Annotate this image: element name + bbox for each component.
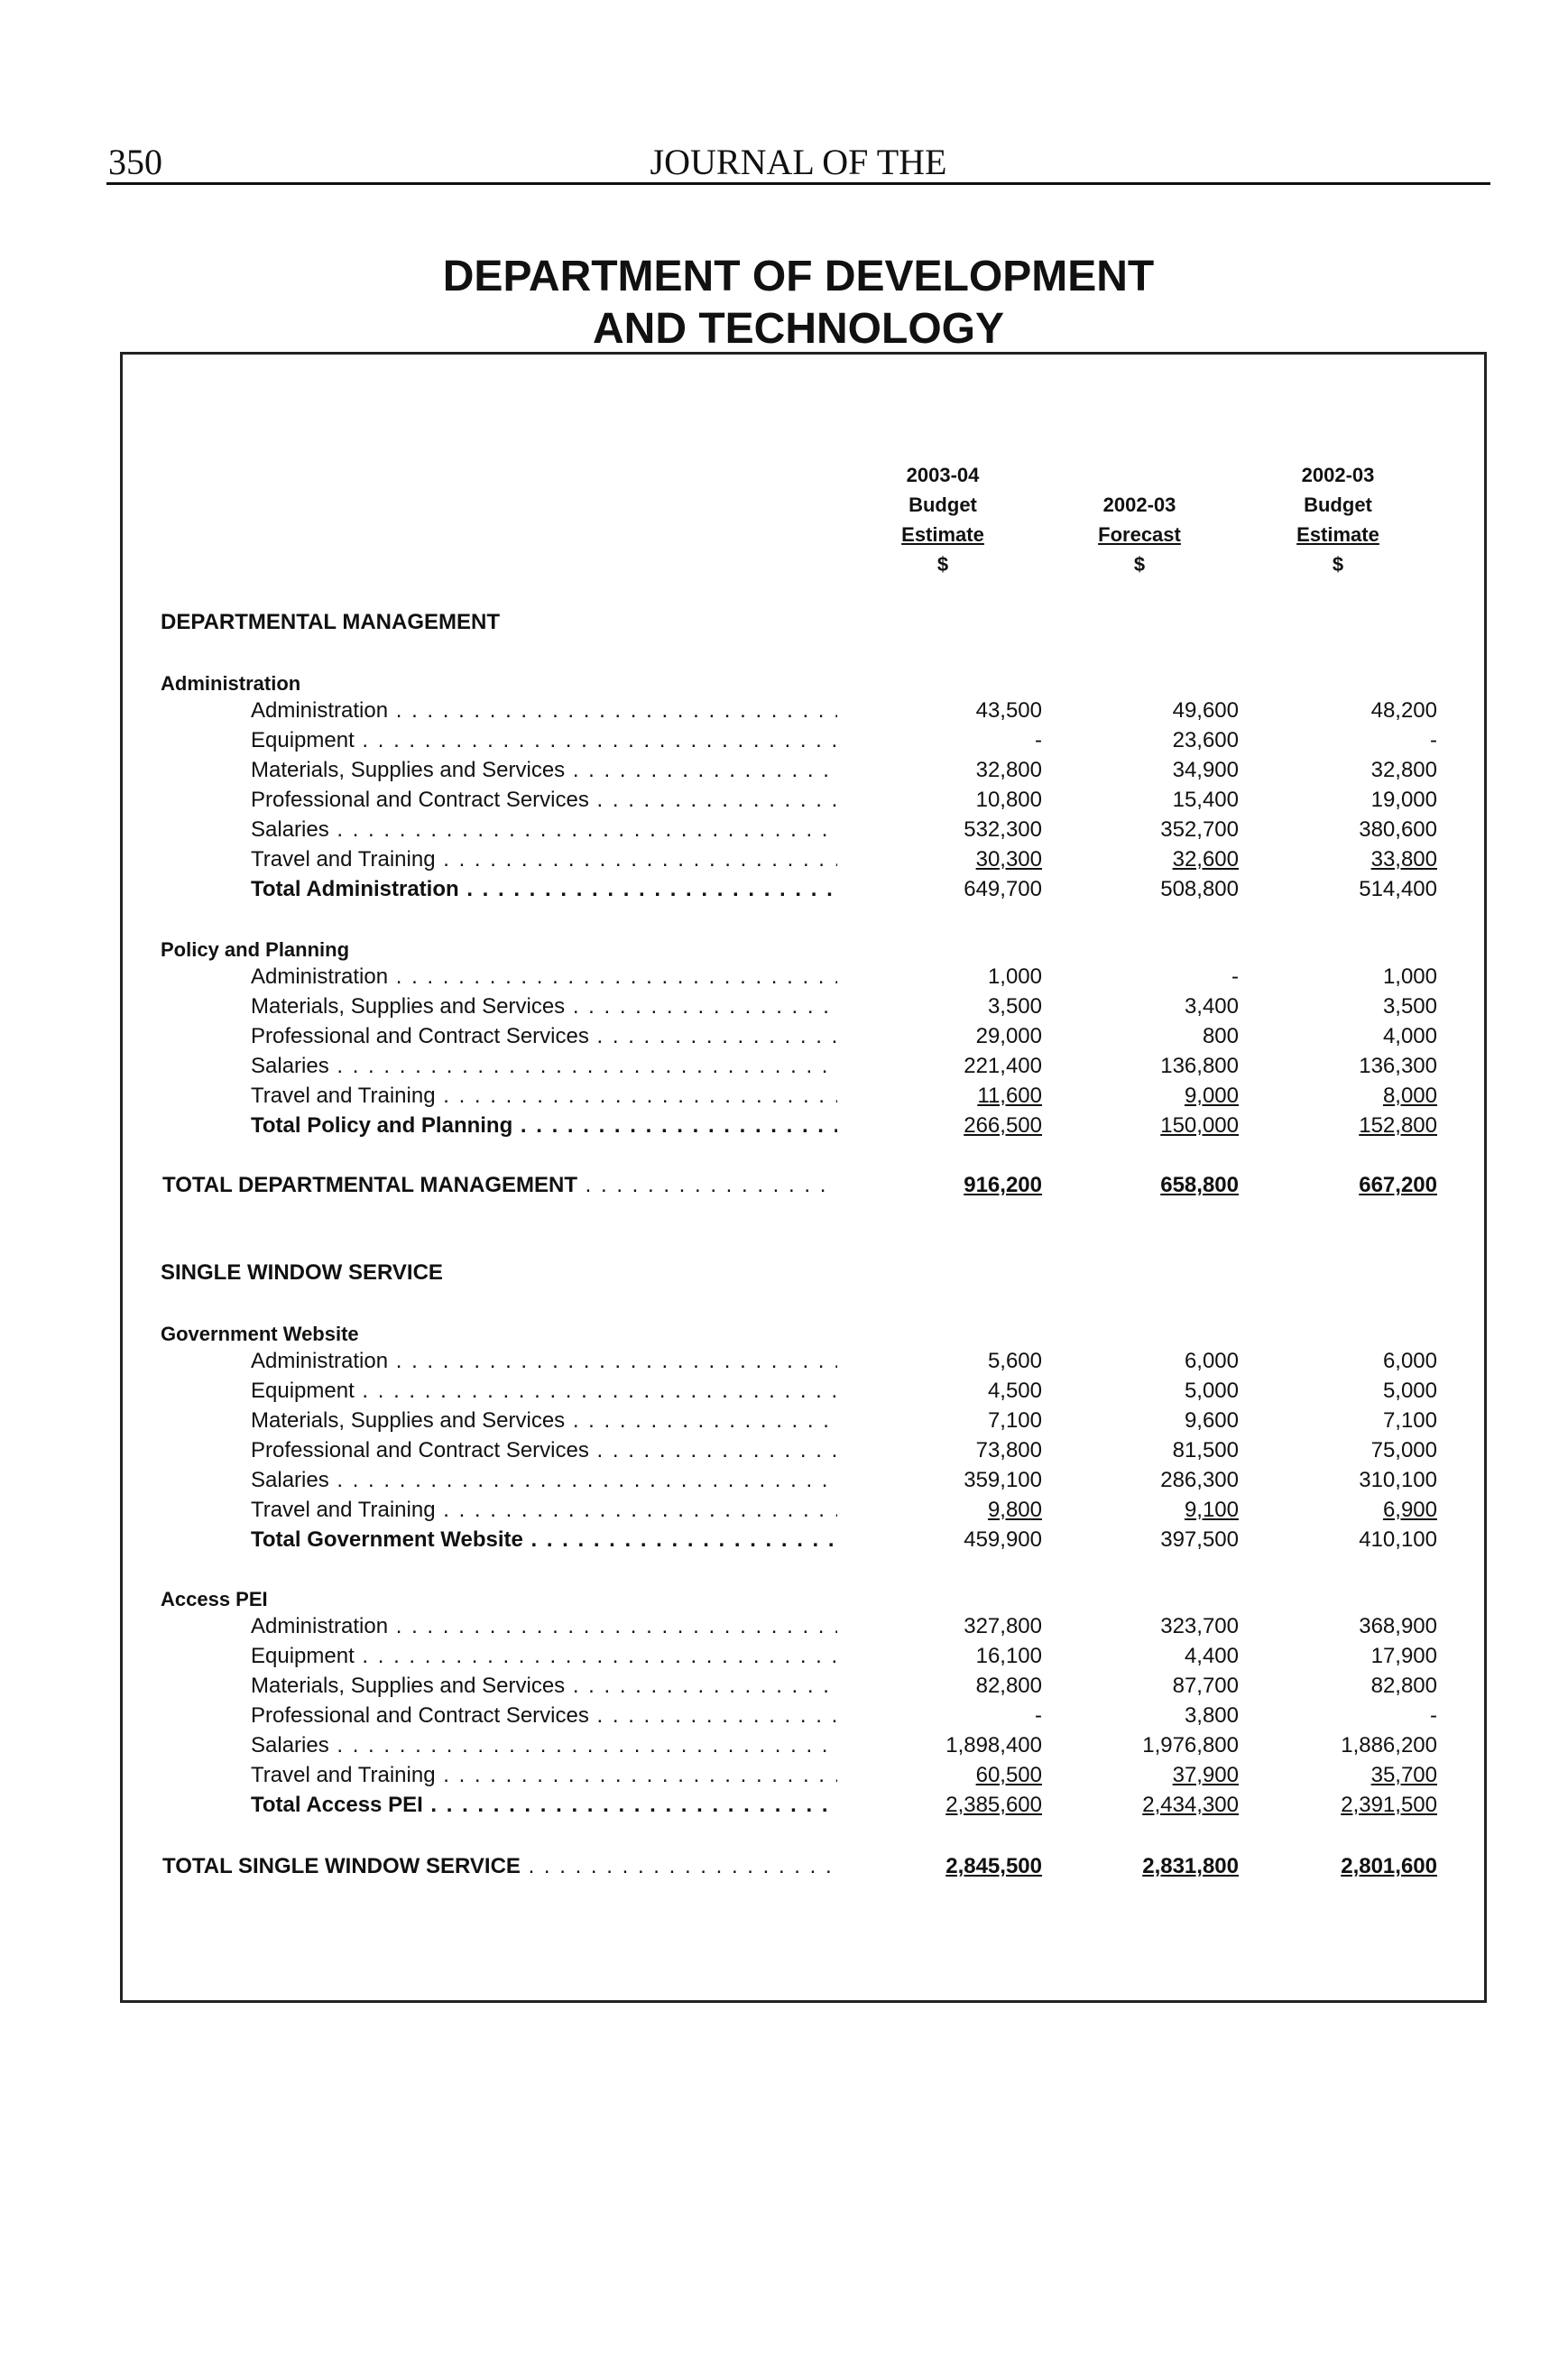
row-label: Travel and Training . . . xyxy=(251,847,837,872)
row-value: 10,800 xyxy=(975,788,1042,812)
row-value: 1,000 xyxy=(987,964,1042,989)
table-row xyxy=(0,1703,1568,1733)
section-title: DEPARTMENTAL MANAGEMENT xyxy=(161,610,500,634)
column-header-2002-03-budget-estimate xyxy=(1239,460,1437,579)
row-value: 32,600 xyxy=(1172,847,1239,872)
row-label: Total Policy and Planning . . . xyxy=(251,1113,837,1139)
row-label: Administration . . . xyxy=(251,1614,837,1639)
subtotal-row xyxy=(0,1793,1568,1822)
table-row xyxy=(0,1763,1568,1793)
row-value: 81,500 xyxy=(1172,1438,1239,1462)
row-value: 6,000 xyxy=(1382,1349,1437,1373)
row-value: 327,800 xyxy=(964,1614,1042,1638)
row-value: 1,976,800 xyxy=(1142,1733,1239,1757)
row-value: 2,391,500 xyxy=(1341,1793,1437,1817)
table-row xyxy=(0,1349,1568,1379)
row-value: 60,500 xyxy=(975,1763,1042,1787)
row-value: 19,000 xyxy=(1370,788,1437,812)
row-label: Equipment . . . xyxy=(251,1644,837,1669)
column-header-line: 2003-04 xyxy=(906,464,980,486)
row-value: - xyxy=(1035,728,1042,752)
department-title xyxy=(106,251,1490,355)
row-value: 73,800 xyxy=(975,1438,1042,1462)
row-value: 16,100 xyxy=(975,1644,1042,1668)
table-row xyxy=(0,847,1568,877)
row-value: 4,400 xyxy=(1184,1644,1239,1668)
row-value: 48,200 xyxy=(1370,698,1437,723)
row-value: 508,800 xyxy=(1160,877,1239,901)
row-value: 1,886,200 xyxy=(1341,1733,1437,1757)
row-label: Administration . . . xyxy=(251,964,837,990)
column-header-line: Budget xyxy=(909,494,977,516)
row-label: Materials, Supplies and Services . . . xyxy=(251,1408,837,1434)
row-value: 2,434,300 xyxy=(1142,1793,1239,1817)
table-row xyxy=(0,1733,1568,1763)
table-row xyxy=(0,1084,1568,1113)
row-value: 15,400 xyxy=(1172,788,1239,812)
column-header-unit: $ xyxy=(936,553,949,576)
row-label: Travel and Training . . . xyxy=(251,1084,837,1109)
row-value: - xyxy=(1231,964,1239,989)
department-title-line1: DEPARTMENT OF DEVELOPMENT xyxy=(442,253,1155,300)
row-value: 532,300 xyxy=(964,817,1042,842)
row-value: 5,000 xyxy=(1184,1379,1239,1403)
row-value: 266,500 xyxy=(964,1113,1042,1138)
row-label: Materials, Supplies and Services . . . xyxy=(251,758,837,783)
subtotal-row xyxy=(0,1527,1568,1557)
group-title: Government Website xyxy=(161,1323,359,1345)
row-value: 4,000 xyxy=(1382,1024,1437,1048)
subtotal-row xyxy=(0,1113,1568,1143)
row-value: 33,800 xyxy=(1370,847,1437,872)
row-value: 9,000 xyxy=(1184,1084,1239,1108)
table-row xyxy=(0,964,1568,994)
row-value: 3,400 xyxy=(1184,994,1239,1019)
table-row xyxy=(0,1054,1568,1084)
row-value: 410,100 xyxy=(1359,1527,1437,1552)
row-value: 9,800 xyxy=(987,1498,1042,1522)
row-value: 4,500 xyxy=(987,1379,1042,1403)
row-value: 136,800 xyxy=(1160,1054,1239,1078)
row-value: 649,700 xyxy=(964,877,1042,901)
table-row xyxy=(0,1468,1568,1498)
row-value: 667,200 xyxy=(1359,1173,1437,1197)
row-value: 9,100 xyxy=(1184,1498,1239,1522)
subtotal-row xyxy=(0,877,1568,907)
journal-title: JOURNAL OF THE xyxy=(650,142,947,182)
row-value: 2,831,800 xyxy=(1142,1854,1239,1878)
row-label: Administration . . . xyxy=(251,698,837,724)
row-value: 6,900 xyxy=(1382,1498,1437,1522)
table-row xyxy=(0,698,1568,728)
group-title: Policy and Planning xyxy=(161,938,350,961)
row-value: 152,800 xyxy=(1359,1113,1437,1138)
row-value: 17,900 xyxy=(1370,1644,1437,1668)
row-value: 2,845,500 xyxy=(945,1854,1042,1878)
row-value: 6,000 xyxy=(1184,1349,1239,1373)
row-value: 1,898,400 xyxy=(945,1733,1042,1757)
row-value: 136,300 xyxy=(1359,1054,1437,1078)
row-value: 368,900 xyxy=(1359,1614,1437,1638)
column-header-unit: $ xyxy=(1332,553,1344,576)
row-label: Materials, Supplies and Services . . . xyxy=(251,1674,837,1699)
row-value: 1,000 xyxy=(1382,964,1437,989)
row-value: 352,700 xyxy=(1160,817,1239,842)
row-value: - xyxy=(1430,1703,1437,1728)
column-header-line: Forecast xyxy=(1098,523,1181,546)
row-value: 286,300 xyxy=(1160,1468,1239,1492)
row-value: 221,400 xyxy=(964,1054,1042,1078)
table-row xyxy=(0,1408,1568,1438)
row-label: Total Access PEI . . . xyxy=(251,1793,837,1818)
row-value: 82,800 xyxy=(975,1674,1042,1698)
row-value: 658,800 xyxy=(1160,1173,1239,1197)
row-label: Professional and Contract Services . . . xyxy=(251,1703,837,1729)
row-value: 35,700 xyxy=(1370,1763,1437,1787)
row-value: 5,000 xyxy=(1382,1379,1437,1403)
table-row xyxy=(0,1644,1568,1674)
row-value: 9,600 xyxy=(1184,1408,1239,1433)
row-label: Professional and Contract Services . . . xyxy=(251,1024,837,1049)
row-value: 32,800 xyxy=(975,758,1042,782)
row-value: 11,600 xyxy=(977,1084,1042,1108)
column-header-line: Budget xyxy=(1304,494,1372,516)
row-value: 459,900 xyxy=(964,1527,1042,1552)
department-title-line2: AND TECHNOLOGY xyxy=(593,305,1004,353)
table-row xyxy=(0,994,1568,1024)
row-label: Professional and Contract Services . . . xyxy=(251,788,837,813)
row-value: 3,500 xyxy=(987,994,1042,1019)
row-value: 75,000 xyxy=(1370,1438,1437,1462)
row-label: Materials, Supplies and Services . . . xyxy=(251,994,837,1019)
row-value: 7,100 xyxy=(987,1408,1042,1433)
row-label: TOTAL SINGLE WINDOW SERVICE . . . xyxy=(162,1854,837,1879)
column-header-line: 2002-03 xyxy=(1301,464,1375,486)
column-header-unit: $ xyxy=(1133,553,1146,576)
table-row xyxy=(0,1438,1568,1468)
row-label: TOTAL DEPARTMENTAL MANAGEMENT . . . xyxy=(162,1173,837,1198)
row-value: 3,800 xyxy=(1184,1703,1239,1728)
row-value: 323,700 xyxy=(1160,1614,1239,1638)
section-total-row xyxy=(0,1173,1568,1203)
row-value: 380,600 xyxy=(1359,817,1437,842)
row-value: 43,500 xyxy=(975,698,1042,723)
column-header-line: Estimate xyxy=(1296,523,1379,546)
row-label: Total Government Website . . . xyxy=(251,1527,837,1553)
table-row xyxy=(0,1379,1568,1408)
table-row xyxy=(0,788,1568,817)
row-value: 800 xyxy=(1202,1024,1239,1048)
table-row xyxy=(0,728,1568,758)
table-row xyxy=(0,1498,1568,1527)
row-label: Salaries . . . xyxy=(251,817,837,843)
row-label: Travel and Training . . . xyxy=(251,1763,837,1788)
section-total-row xyxy=(0,1854,1568,1884)
table-row xyxy=(0,1614,1568,1644)
row-label: Travel and Training . . . xyxy=(251,1498,837,1523)
section-title: SINGLE WINDOW SERVICE xyxy=(161,1260,443,1285)
column-header-2002-03-forecast xyxy=(1040,460,1239,579)
row-value: - xyxy=(1430,728,1437,752)
row-value: 397,500 xyxy=(1160,1527,1239,1552)
group-title: Access PEI xyxy=(161,1588,268,1610)
row-value: 29,000 xyxy=(975,1024,1042,1048)
row-label: Salaries . . . xyxy=(251,1054,837,1079)
row-value: 5,600 xyxy=(987,1349,1042,1373)
page-number: 350 xyxy=(108,142,162,182)
row-value: 37,900 xyxy=(1172,1763,1239,1787)
table-row xyxy=(0,817,1568,847)
row-value: 8,000 xyxy=(1382,1084,1437,1108)
row-label: Salaries . . . xyxy=(251,1733,837,1758)
row-value: 2,801,600 xyxy=(1341,1854,1437,1878)
row-value: 49,600 xyxy=(1172,698,1239,723)
row-value: 2,385,600 xyxy=(945,1793,1042,1817)
row-value: 359,100 xyxy=(964,1468,1042,1492)
column-header-line xyxy=(1040,460,1239,490)
column-header-2003-04-budget-estimate xyxy=(844,460,1042,579)
row-label: Total Administration . . . xyxy=(251,877,837,902)
group-title: Administration xyxy=(161,672,301,695)
column-header-line: Estimate xyxy=(901,523,984,546)
page-header xyxy=(106,135,1490,185)
row-value: 3,500 xyxy=(1382,994,1437,1019)
table-row xyxy=(0,1024,1568,1054)
column-header-line: 2002-03 xyxy=(1102,494,1176,516)
row-value: 34,900 xyxy=(1172,758,1239,782)
table-row xyxy=(0,1674,1568,1703)
row-label: Equipment . . . xyxy=(251,1379,837,1404)
row-value: 916,200 xyxy=(964,1173,1042,1197)
row-value: 310,100 xyxy=(1359,1468,1437,1492)
row-value: 514,400 xyxy=(1359,877,1437,901)
row-value: 150,000 xyxy=(1160,1113,1239,1138)
row-value: 87,700 xyxy=(1172,1674,1239,1698)
row-value: 30,300 xyxy=(975,847,1042,872)
row-label: Salaries . . . xyxy=(251,1468,837,1493)
table-row xyxy=(0,758,1568,788)
row-value: 32,800 xyxy=(1370,758,1437,782)
row-label: Equipment . . . xyxy=(251,728,837,753)
row-value: 7,100 xyxy=(1382,1408,1437,1433)
row-label: Professional and Contract Services . . . xyxy=(251,1438,837,1463)
row-label: Administration . . . xyxy=(251,1349,837,1374)
row-value: - xyxy=(1035,1703,1042,1728)
row-value: 82,800 xyxy=(1370,1674,1437,1698)
row-value: 23,600 xyxy=(1172,728,1239,752)
